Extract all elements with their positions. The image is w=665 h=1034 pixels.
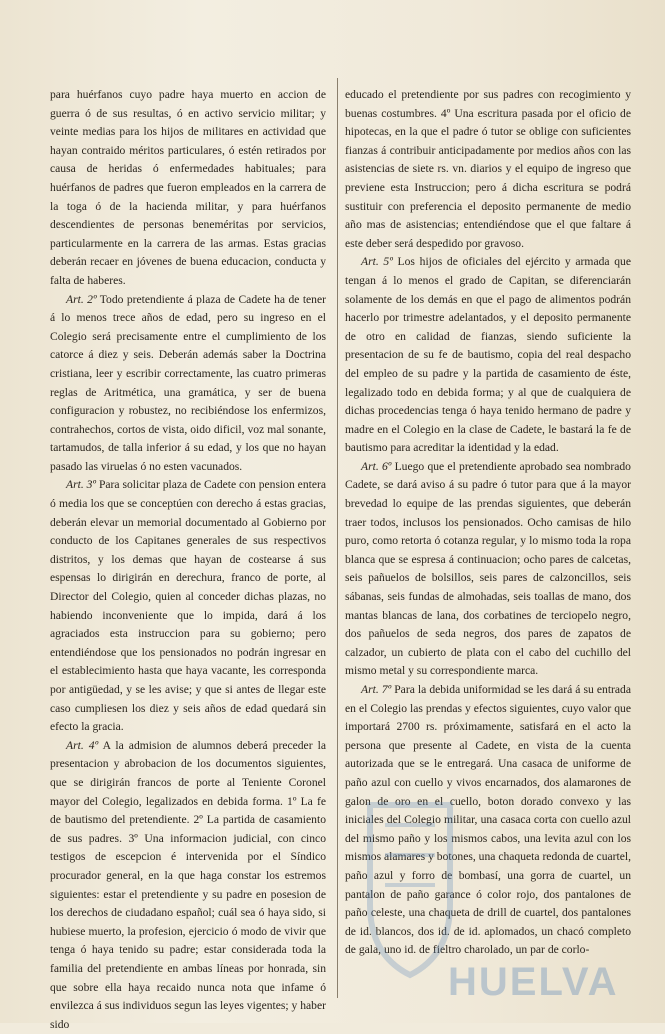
article-number: Art. 7º [361, 683, 392, 696]
left-column [50, 86, 326, 1034]
article-number: Art. 2º [66, 292, 97, 306]
article-5 [345, 253, 631, 458]
article-3 [50, 476, 326, 736]
watermark-text: HUELVA [448, 960, 619, 1004]
article-6 [345, 458, 631, 681]
paragraph-continuation: educado el pretendiente por sus padres con recogimiento y buenas costumbres. 4º Una escritura pasada por el oficio de hipotecas, en la que el padre ó tutor se oblige con suficientes fianzas á contribuir anticipadamente por medios años con las asistencias de siete rs. vn. diarios y el equipo de ingreso que previene esta Instruccion; pero á dicha escritura se podrá sustituir con preferencia el deposito permanente de medio año mas de asistencias; entendiéndose que el que faltare á este deber será despedido por gravoso. [345, 88, 631, 250]
article-number: Art. 3º [66, 478, 97, 492]
article-text: Para la debida uniformidad se les dará á su entrada en el Colegio las prendas y efectos siguientes, cuyo valor que importará 2700 rs. próximamente, satisfará en el acto la persona que presente al Cadete, en vista de la cuenta autorizada que se le entregará. Una casaca de uniforme de paño azul con cuello y vivos encarnados, dos alamarones de galon de oro en el cuello, boton dorado convexo y las iniciales del Colegio militar, una casaca corta con cuello azul del mismo paño y los mismos cabos, una levita azul con los mismos alamares y botones, una chaqueta redonda de cuartel, paño azul y forro de bombasí, una gorra de cuartel, un pantalon de paño garance ó color rojo, dos pantalones de paño celeste, una chaqueta de drill de cuartel, dos pantalones de id. blancos, dos id. de id. aplomados, un chacó completo de gala, uno id. de fieltro charolado, un par de corlo- [345, 683, 631, 957]
column-divider [337, 78, 338, 998]
article-2 [50, 291, 326, 477]
article-text: Para solicitar plaza de Cadete con pension entera ó media los que se conceptúen con derecho á estas gracias, deberán elevar un memorial documentado al Gobierno por conducto de los Capitanes generales de sus respectivos distritos, y los demas que hayan de costearse á sus espensas lo dirigirán en derechura, franco de porte, al Director del Colegio, quien al conceder dichas plazas, no habiendo inconveniente que lo impida, dará á los agraciados esta instruccion para su gobierno; pero entendiéndose que los pensionados no podrán ingresar en el establecimiento hasta que haya vacante, les corresponda por antigüedad, y se les avise; y que si antes de llegar este caso cumpliesen los diez y seis años de edad quedará sin efecto la gracia. [50, 478, 326, 734]
article-7 [345, 681, 631, 960]
article-number: Art. 5º [361, 255, 393, 269]
article-4 [50, 737, 326, 1034]
article-text: Los hijos de oficiales del ejército y armada que tengan á lo menos el grado de Capitan, se diferenciarán solamente de los demás en que el pago de alimentos podrán hacerlo por trimestre adelantados, y el deposito permanente de otro en calidad de fianzas, siendo suficiente la presentacion de su fe de bautismo, copia del real despacho del empleo de su padre y la partida de casamiento de éste, legalizado todo en debida forma; y al que de cualquiera de dichas procedencias tenga ó haya tenido hermano de padre y madre en el Colegio en la clase de Cadete, le bastará la fe de bautismo para acreditar la identidad y la edad. [345, 255, 631, 455]
right-column [345, 86, 631, 960]
article-text: Todo pretendiente á plaza de Cadete ha de tener á lo menos trece años de edad, pero su ingreso en el Colegio será precisamente entre el cumplimiento de los catorce á diez y seis. Deberán además saber la Doctrina cristiana, leer y escribir correctamente, las cuatro primeras reglas de Aritmética, una gramática, y ser de buena configuracion y robustez, no recibiéndose los enfermizos, contrahechos, cortos de vista, oido dificil, voz mal sonante, tartamudos, de talla inferior á su edad, y los que no hayan pasado las viruelas ó no esten vacunados. [50, 292, 326, 473]
paragraph-continuation: para huérfanos cuyo padre haya muerto en accion de guerra ó de sus resultas, ó en activo servicio militar; y veinte medias para los hijos de militares en actividad que hayan contraido méritos particulares, ó estén retirados por causa de heridas ó enfermedades habituales; para huérfanos de padres que fueron empleados en la carrera de la toga ó de la hacienda militar, y para huérfanos descendientes de personas beneméritas por servicios, particularmente en la carrera de las armas. Estas gracias deberán recaer en jóvenes de buena educacion, conducta y falta de haberes. [50, 88, 326, 287]
article-number: Art. 4º [66, 738, 99, 752]
article-text: A la admision de alumnos deberá preceder la presentacion y abrobacion de los documentos siguientes, que se dirigirán francos de porte al Teniente Coronel mayor del Colegio, legalizados en debida forma. 1º La fe de bautismo del pretendiente. 2º La partida de casamiento de sus padres. 3º Una informacion judicial, con cinco testigos de escepcion é intervenida por el Síndico procurador general, en la que haga constar los estremos siguientes: estar el pretendiente y su padre en posesion de los derechos de ciudadano español; cuál sea ó haya sido, si hubiese muerto, la profesion, ejercicio ó modo de vivir que tenga ó haya tenido su padre; estar considerada toda la familia del pretendiente en ambas líneas por honrada, sin que sobre ella haya recaido nunca nota que infame ó envilezca á sus individuos segun las leyes vigentes; y haber sido [50, 738, 326, 1031]
article-number: Art. 6º [361, 459, 392, 473]
article-text: Luego que el pretendiente aprobado sea nombrado Cadete, se dará aviso á su padre ó tutor para que á la mayor brevedad lo equipe de las prendas siguientes, que deberán traer todos, inclusos los pensionados. Ocho camisas de hilo puro, como retorta ó cotanza regular, y lo mismo toda la ropa blanca que se espresa á continuacion; ocho pares de calcetas, seis pañuelos de bolsillos, seis pares de calzoncillos, seis sábanas, seis fundas de almohadas, seis toallas de mano, dos mantas blancas de lana, dos corbatines de terciopelo negro, dos pañuelos de seda negros, dos pares de zapatos de calzador, un cubierto de plata con el cabo del cuchillo del mismo metal y su correspondiente marca. [345, 459, 631, 678]
